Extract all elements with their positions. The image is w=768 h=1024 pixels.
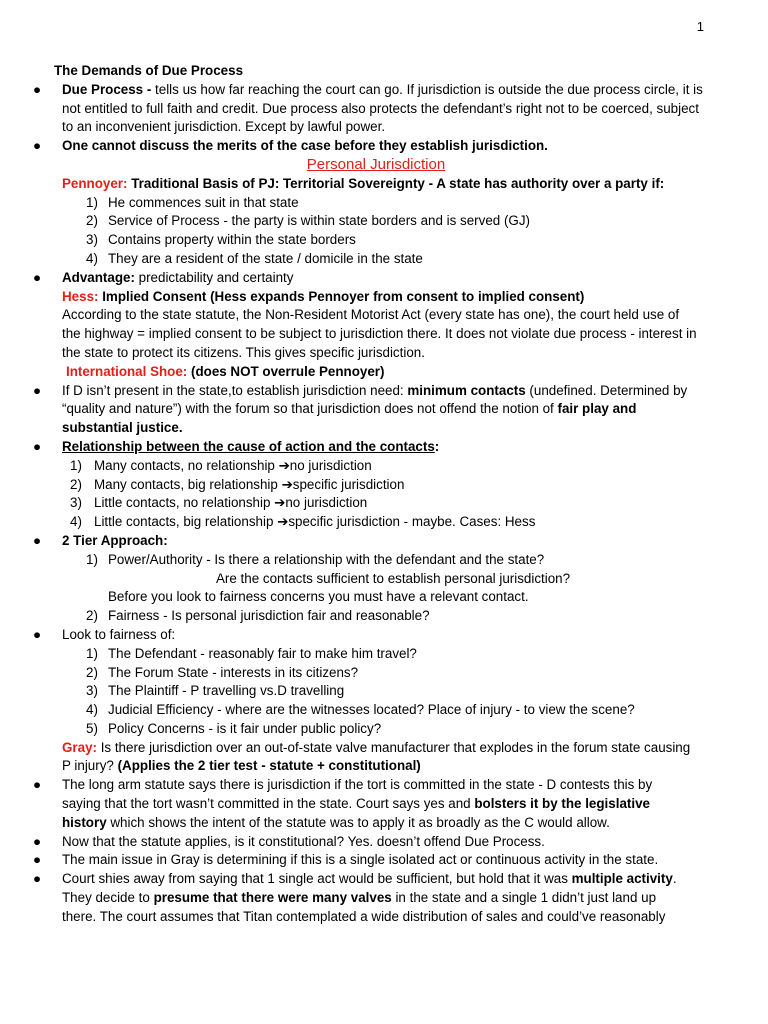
pj-heading: Personal Jurisdiction: [306, 155, 446, 173]
two-tier-line-c: Before you look to fairness concerns you must have a relevant contact.: [108, 589, 529, 605]
bullet-advantage: ● Advantage: predictability and certainty: [30, 269, 722, 288]
bullet-icon: ●: [32, 777, 42, 793]
doc-title: The Demands of Due Process: [54, 63, 244, 78]
min-contacts-line-3: substantial justice.: [62, 420, 183, 436]
list-item: 1) Power/Authority - Is there a relationship with the defendant and the state?: [86, 551, 545, 567]
court-shies-line-3: there. The court assumes that Titan contemplated a wide distribution of sales and could’ve reasonably: [62, 908, 666, 924]
bullet-icon: ●: [32, 81, 42, 97]
section-heading-pj: [30, 156, 722, 175]
bullet-due-process: ● Due Process - tells us how far reaching the court can go. If jurisdiction is outside the due process circle, it is: [30, 81, 722, 100]
bullet-icon: ●: [32, 382, 42, 398]
list-item: 4) Little contacts, big relationship ➔specific jurisdiction - maybe. Cases: Hess: [70, 514, 536, 530]
list-item: 5) Policy Concerns - is it fair under public policy?: [86, 720, 382, 736]
list-item: 4) They are a resident of the state / domicile in the state: [86, 250, 423, 266]
intl-shoe-heading: International Shoe: (does NOT overrule Pennoyer): [66, 363, 385, 379]
due-process-line-2: not entitled to full faith and credit. Due process also protects the defendant’s right not to be coerced, subject: [62, 100, 699, 116]
long-arm-line-2: saying that the tort wasn’t committed in the state. Court says yes and bolsters it by the legislative: [62, 796, 650, 812]
min-contacts-line-2: “quality and nature”) with the forum so that jurisdiction does not offend the notion of fair play and: [62, 401, 637, 417]
page-number: 1: [696, 19, 704, 34]
list-item: 2) Many contacts, big relationship ➔specific jurisdiction: [70, 476, 405, 492]
list-item: 2) Fairness - Is personal jurisdiction fair and reasonable?: [86, 608, 430, 624]
hess-line-3: the state to protect its citizens. This gives specific jurisdiction.: [62, 344, 425, 360]
bullet-icon: ●: [32, 833, 42, 849]
bullet-icon: ●: [32, 269, 42, 285]
document-body: [30, 62, 722, 927]
list-item: 3) Little contacts, no relationship ➔no jurisdiction: [70, 495, 368, 511]
list-item: 4) Judicial Efficiency - where are the witnesses located? Place of injury - to view the scene?: [86, 702, 635, 718]
list-item: 1) He commences suit in that state: [86, 194, 299, 210]
hess-heading: Hess: Implied Consent (Hess expands Pennoyer from consent to implied consent): [62, 288, 585, 304]
bullet-merits: ● One cannot discuss the merits of the case before they establish jurisdiction.: [30, 137, 722, 156]
hess-line-1: According to the state statute, the Non-Resident Motorist Act (every state has one), the court held use of: [62, 307, 680, 323]
list-item: 3) Contains property within the state borders: [86, 232, 356, 248]
gray-line-2: P injury? (Applies the 2 tier test - statute + constitutional): [62, 758, 421, 774]
bullet-icon: ●: [32, 532, 42, 548]
bullet-long-arm: ● The long arm statute says there is jurisdiction if the tort is committed in the state - D contests this by: [30, 776, 722, 795]
bullet-icon: ●: [32, 626, 42, 642]
bullet-icon: ●: [32, 852, 42, 868]
due-process-line-3: to an inconvenient jurisdiction. Except by lawful power.: [62, 119, 386, 135]
list-item: 2) Service of Process - the party is within state borders and is served (GJ): [86, 213, 530, 229]
bullet-main-issue: ● The main issue in Gray is determining if this is a single isolated act or continuous activity in the state.: [30, 851, 722, 870]
bullet-two-tier: ● 2 Tier Approach:: [30, 532, 722, 551]
bullet-icon: ●: [32, 438, 42, 454]
bullet-fairness: ● Look to fairness of:: [30, 626, 722, 645]
hess-line-2: the highway = implied consent to be subject to jurisdiction there. It does not violate due process - interest in: [62, 326, 697, 342]
bullet-min-contacts: ● If D isn’t present in the state,to establish jurisdiction need: minimum contacts (undefined. Determined by: [30, 382, 722, 401]
list-item: 2) The Forum State - interests in its citizens?: [86, 664, 359, 680]
bullet-relationship: ● Relationship between the cause of action and the contacts:: [30, 438, 722, 457]
bullet-court-shies: ● Court shies away from saying that 1 single act would be sufficient, but hold that it was multiple activity.: [30, 870, 722, 889]
bullet-icon: ●: [32, 138, 42, 154]
list-item: 1) The Defendant - reasonably fair to make him travel?: [86, 645, 417, 661]
list-item: 1) Many contacts, no relationship ➔no jurisdiction: [70, 457, 372, 473]
long-arm-line-3: history which shows the intent of the statute was to apply it as broadly as the C would allow.: [62, 814, 610, 830]
list-item: 3) The Plaintiff - P travelling vs.D travelling: [86, 683, 345, 699]
bullet-icon: ●: [32, 871, 42, 887]
bullet-statute-applies: ● Now that the statute applies, is it constitutional? Yes. doesn’t offend Due Process.: [30, 833, 722, 852]
gray-line-1: Gray: Is there jurisdiction over an out-of-state valve manufacturer that explodes in the forum state causing: [62, 739, 691, 755]
two-tier-line-b: Are the contacts sufficient to establish personal jurisdiction?: [216, 570, 571, 586]
pennoyer-heading: Pennoyer: Traditional Basis of PJ: Territorial Sovereignty - A state has authority over a party if:: [62, 175, 665, 191]
court-shies-line-2: They decide to presume that there were many valves in the state and a single 1 didn’t just land up: [62, 890, 657, 906]
